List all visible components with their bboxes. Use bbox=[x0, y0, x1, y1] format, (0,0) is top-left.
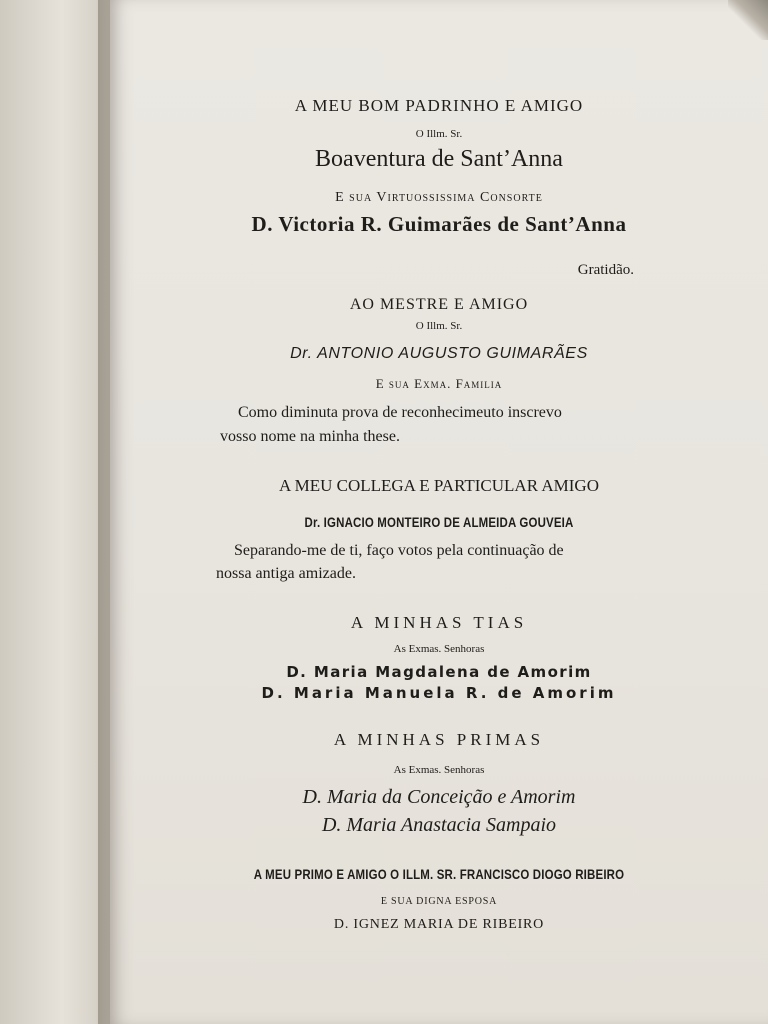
dedication-1-closing: Gratidão. bbox=[577, 262, 634, 278]
dedication-1-honorific: O Illm. Sr. bbox=[415, 128, 463, 140]
dedication-1-consort-line: E sua Virtuossissima Consorte bbox=[335, 190, 543, 205]
dedication-2-message-line-2: vosso nome na minha these. bbox=[220, 428, 400, 445]
dedication-6-heading: A MEU PRIMO E AMIGO O ILLM. SR. FRANCISCO DIOGO RIBEIRO bbox=[253, 866, 625, 882]
dedication-3-heading: A MEU COLLEGA E PARTICULAR AMIGO bbox=[279, 476, 599, 495]
dedication-4-heading: A MINHAS TIAS bbox=[350, 613, 528, 632]
dedication-1-heading: A MEU BOM PADRINHO E AMIGO bbox=[294, 96, 584, 115]
dedication-2-name: Dr. ANTONIO AUGUSTO GUIMARÃES bbox=[290, 345, 588, 362]
dedication-1-consort-name: D. Victoria R. Guimarães de Sant’Anna bbox=[251, 212, 627, 236]
dedication-3-name: Dr. IGNACIO MONTEIRO DE ALMEIDA GOUVEIA bbox=[304, 514, 574, 530]
dedication-1-name: Boaventura de Sant’Anna bbox=[315, 146, 563, 172]
dedication-5-heading: A MINHAS PRIMAS bbox=[333, 730, 545, 749]
dedication-6-consort-name: D. IGNEZ MARIA DE RIBEIRO bbox=[333, 917, 545, 932]
dedication-4-honorific: As Exmas. Senhoras bbox=[393, 643, 485, 655]
dedication-2-honorific: O Illm. Sr. bbox=[415, 320, 463, 332]
dedication-4-name-1: D. Maria Magdalena de Amorim bbox=[286, 663, 592, 681]
dedication-3-message-line-1: Separando-me de ti, faço votos pela continuação de bbox=[234, 542, 564, 559]
dedication-2-heading: AO MESTRE E AMIGO bbox=[349, 296, 529, 313]
dedication-page bbox=[110, 0, 768, 1024]
dedication-2-message-line-1: Como diminuta prova de reconhecimeuto inscrevo bbox=[238, 404, 562, 421]
book-page bbox=[110, 0, 768, 1024]
left-page-edge bbox=[0, 0, 112, 1024]
dedication-6-consort-line: E SUA DIGNA ESPOSA bbox=[380, 896, 498, 907]
dedication-5-name-1: D. Maria da Conceição e Amorim bbox=[302, 786, 576, 808]
dedication-5-honorific: As Exmas. Senhoras bbox=[393, 764, 485, 776]
dedication-2-family-line: E sua Exma. Familia bbox=[375, 376, 503, 391]
dedication-5-name-2: D. Maria Anastacia Sampaio bbox=[321, 814, 557, 836]
dedication-3-message-line-2: nossa antiga amizade. bbox=[216, 565, 356, 582]
dedication-4-name-2: D. Maria Manuela R. de Amorim bbox=[261, 684, 617, 702]
